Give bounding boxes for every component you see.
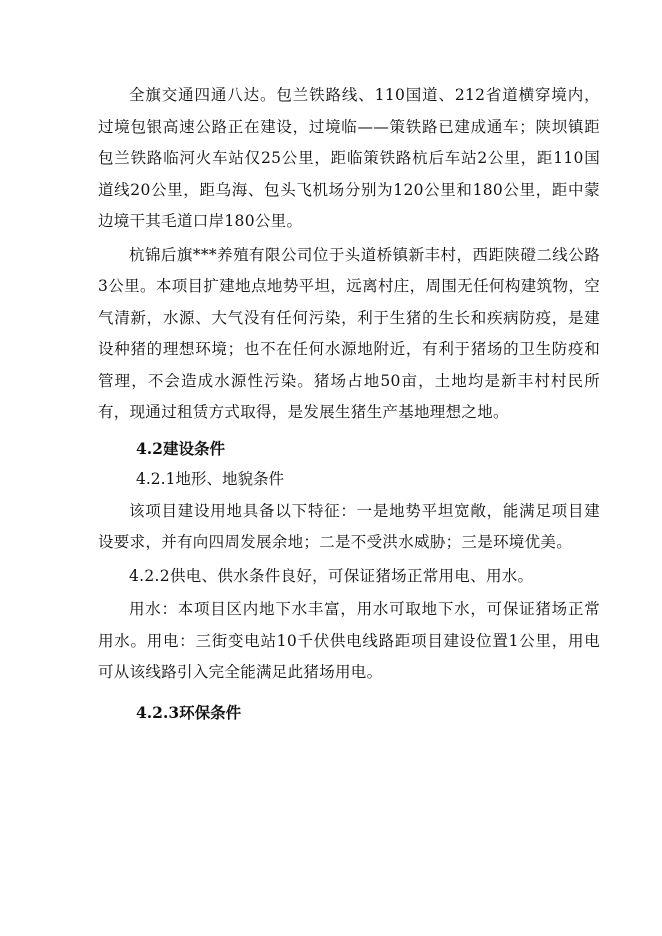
subsection-heading-4-2-1: 4.2.1地形、地貌条件: [136, 470, 284, 488]
paragraph-company-location: 杭锦后旗***养殖有限公司位于头道桥镇新丰村，西距陕磴二线公路3公里。本项目扩建地点地势平坦，远离村庄，周围无任何构建筑物，空气清新，水源、大气没有任何污染，利于生猪的生长和疾病防疫，是建设种猪的理想环境；也不在任何水源地附近，有利于猪场的卫生防疫和管理，不会造成水源性污染。猪场占地50亩，土地均是新丰村村民所有，现通过租赁方式取得，是发展生猪生产基地理想之地。: [98, 245, 600, 421]
subsection-heading-4-2-3: 4.2.3环保条件: [136, 702, 242, 722]
paragraph-terrain: 该项目建设用地具备以下特征：一是地势平坦宽敞，能满足项目建设要求，并有向四周发展余地；二是不受洪水威胁；三是环境优美。: [98, 501, 600, 551]
paragraph-power-water-heading: 4.2.2供电、供水条件良好，可保证猪场正常用电、用水。: [129, 566, 534, 585]
paragraph-transport: 全旗交通四通八达。包兰铁路线、110国道、212省道横穿境内，过境包银高速公路正在建设，过境临——策铁路已建成通车；陕坝镇距包兰铁路临河火车站仅25公里，距临策铁路杭后车站2公里，距110国道线20公里，距乌海、包头飞机场分别为120公里和180公里，距中蒙边境干其毛道口岸180公里。: [98, 86, 600, 230]
paragraph-power-water: 用水：本项目区内地下水丰富，用水可取地下水，可保证猪场正常用水。用电：三街变电站10千伏供电线路距项目建设位置1公里，用电可从该线路引入完全能满足此猪场用电。: [98, 600, 600, 681]
section-heading-4-2: 4.2建设条件: [136, 438, 225, 458]
